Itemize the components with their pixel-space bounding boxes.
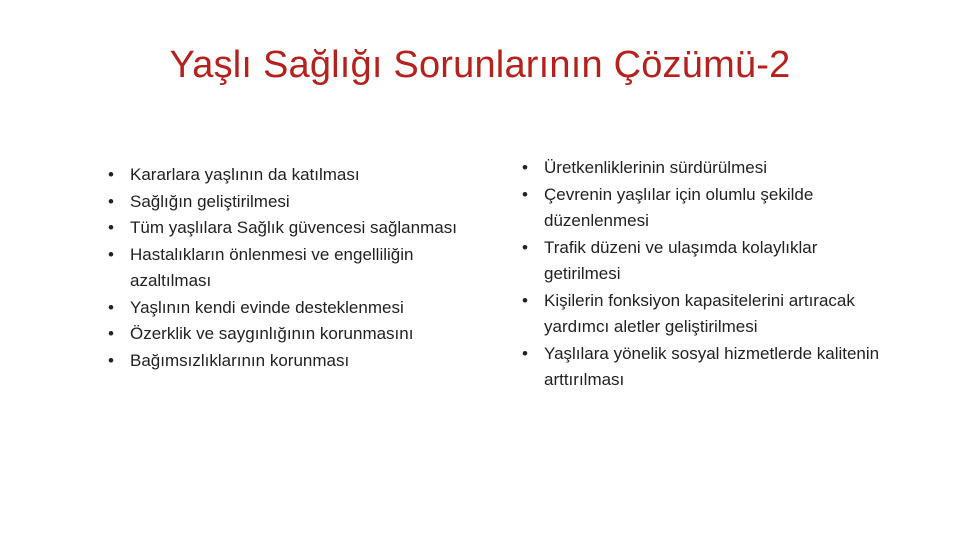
bullet-icon: • (108, 165, 114, 184)
list-item-text: Trafik düzeni ve ulaşımda kolaylıklar getirilmesi (544, 237, 818, 283)
bullet-icon: • (522, 158, 528, 177)
bullet-icon: • (108, 324, 114, 343)
list-item (108, 348, 478, 375)
list-item (522, 341, 882, 394)
list-item (522, 288, 882, 341)
list-item-text: Hastalıkların önlenmesi ve engelliliğin azaltılması (130, 244, 414, 290)
list-item-text: Bağımsızlıklarının korunması (130, 350, 350, 370)
list-item-text: Özerklik ve saygınlığının korunmasını (130, 324, 414, 343)
right-bullet-list (522, 155, 882, 394)
bullet-icon: • (108, 350, 114, 370)
list-item (522, 235, 882, 288)
list-item-text: Yaşlının kendi evinde desteklenmesi (130, 297, 404, 317)
list-item (108, 295, 478, 322)
list-item-text: Sağlığın geliştirilmesi (130, 191, 290, 211)
list-item (522, 155, 882, 182)
left-bullet-list (108, 162, 478, 374)
bullet-icon: • (108, 191, 114, 211)
list-item-text: Yaşlılara yönelik sosyal hizmetlerde kalitenin arttırılması (544, 343, 880, 389)
list-item (108, 162, 478, 189)
list-item-text: Üretkenliklerinin sürdürülmesi (544, 158, 767, 177)
bullet-icon: • (522, 290, 528, 310)
list-item (108, 189, 478, 216)
slide-title: Yaşlı Sağlığı Sorunlarının Çözümü-2 (169, 44, 791, 86)
bullet-icon: • (522, 184, 528, 204)
list-item (108, 242, 478, 295)
list-item-text: Kararlara yaşlının da katılması (130, 165, 360, 184)
bullet-icon: • (522, 237, 528, 257)
list-item (108, 215, 478, 242)
list-item (522, 182, 882, 235)
list-item (108, 321, 478, 348)
bullet-icon: • (108, 218, 114, 237)
list-item-text: Tüm yaşlılara Sağlık güvencesi sağlanması (130, 218, 457, 237)
list-item-text: Çevrenin yaşlılar için olumlu şekilde düzenlenmesi (544, 184, 814, 230)
bullet-icon: • (108, 297, 114, 317)
bullet-icon: • (108, 244, 114, 264)
list-item-text: Kişilerin fonksiyon kapasitelerini artıracak yardımcı aletler geliştirilmesi (544, 290, 855, 336)
bullet-icon: • (522, 343, 528, 363)
